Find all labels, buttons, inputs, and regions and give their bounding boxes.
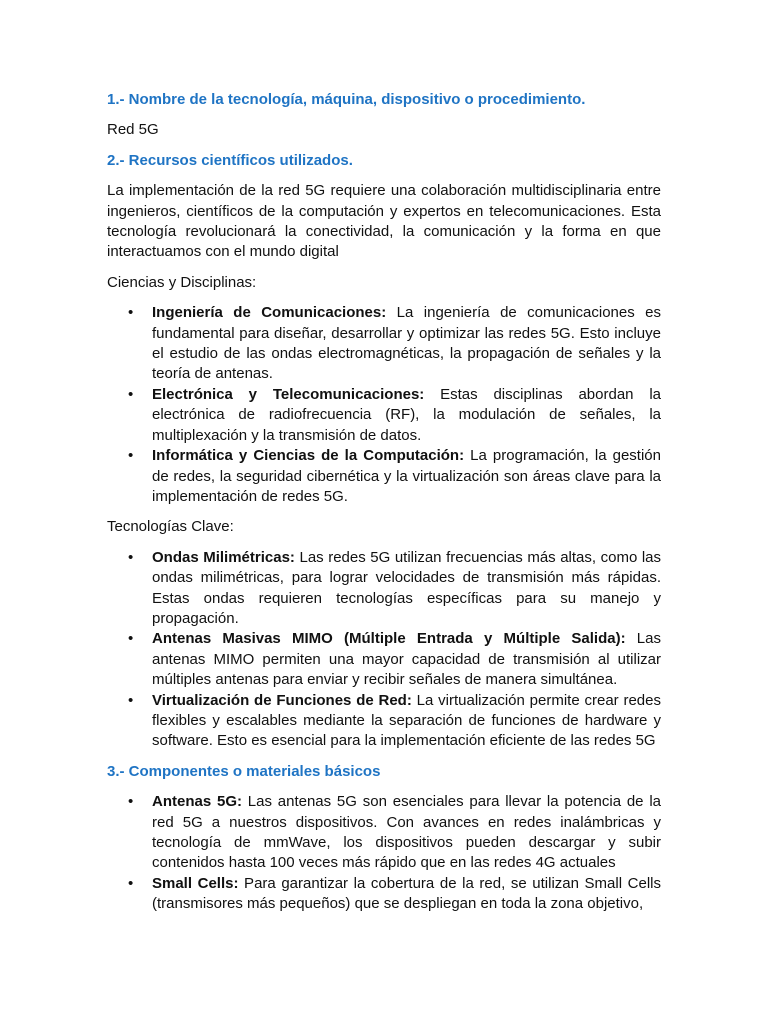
section-3-heading: 3.- Componentes o materiales básicos xyxy=(107,762,381,780)
bullet-icon: • xyxy=(128,304,134,322)
tech-list xyxy=(107,548,661,752)
section-1-answer: Red 5G xyxy=(107,121,159,139)
list-item-text: Las redes 5G utilizan frecuencias más altas, como las ondas milimétricas, para lograr velocidades de transmisión más rápidas. Estas ondas requieren tecnologías específicas para su manejo y propagación. xyxy=(152,548,662,627)
list-item-text: La virtualización permite crear redes flexibles y escalables mediante la separación de funciones de hardware y software. Esto es esencial para la implementación eficiente de las redes 5G xyxy=(152,691,661,750)
bullet-icon: • xyxy=(128,793,134,811)
list-item xyxy=(128,548,662,630)
bullet-icon: • xyxy=(128,548,134,566)
list-item-term: Ingeniería de Comunicaciones: xyxy=(152,304,387,322)
tech-label: Tecnologías Clave: xyxy=(107,518,234,536)
list-item-text: Las antenas 5G son esenciales para llevar la potencia de la red 5G a nuestros dispositivos. Con avances en redes inalámbricas y tecnología de mmWave, los dispositivos pueden descargar y subir contenidos hasta 100 veces más rápido que en las redes 4G actuales xyxy=(152,793,661,872)
bullet-icon: • xyxy=(128,691,134,709)
list-item-text: Para garantizar la cobertura de la red, se utilizan Small Cells (transmisores más pequeños) que se despliegan en toda la zona objetivo, xyxy=(152,874,661,913)
components-list xyxy=(107,792,661,914)
list-item-text: Estas disciplinas abordan la electrónica de radiofrecuencia (RF), la modulación de señales, la multiplexación y la transmisión de datos. xyxy=(152,385,662,444)
document-page xyxy=(107,89,661,925)
list-item-term: Antenas Masivas MIMO (Múltiple Entrada y Múltiple Salida): xyxy=(152,630,626,648)
list-item-term: Informática y Ciencias de la Computación: xyxy=(152,447,465,465)
list-item-text: Las antenas MIMO permiten una mayor capacidad de transmisión al utilizar múltiples antenas para enviar y recibir señales de manera simultánea. xyxy=(152,630,661,689)
list-item-term: Small Cells: xyxy=(152,874,239,892)
list-item xyxy=(128,385,662,446)
list-item xyxy=(128,792,661,874)
list-item-text: La ingeniería de comunicaciones es fundamental para diseñar, desarrollar y optimizar las redes 5G. Esto incluye el estudio de las ondas electromagnéticas, la propagación de señales y la teoría de antenas. xyxy=(152,304,661,383)
list-item xyxy=(128,691,661,752)
list-item xyxy=(128,303,661,385)
bullet-icon: • xyxy=(128,385,134,403)
section-2-heading: 2.- Recursos científicos utilizados. xyxy=(107,151,353,169)
section-2-intro: La implementación de la red 5G requiere una colaboración multidisciplinaria entre ingenieros, científicos de la computación y expertos en telecomunicaciones. Esta tecnología revolucionará la conectividad, la comunicación y la forma en que interactuamos con el mundo digital xyxy=(107,182,661,261)
bullet-icon: • xyxy=(128,447,134,465)
list-item-term: Electrónica y Telecomunicaciones: xyxy=(152,385,425,403)
list-item xyxy=(128,446,661,507)
list-item-text: La programación, la gestión de redes, la seguridad cibernética y la virtualización son áreas clave para la implementación de redes 5G. xyxy=(152,447,661,505)
list-item-term: Antenas 5G: xyxy=(152,793,242,811)
sciences-list xyxy=(107,303,661,507)
list-item xyxy=(128,874,661,915)
list-item-term: Ondas Milimétricas: xyxy=(152,548,295,566)
section-1-heading: 1.- Nombre de la tecnología, máquina, dispositivo o procedimiento. xyxy=(107,91,586,108)
list-item xyxy=(128,629,661,690)
sciences-label: Ciencias y Disciplinas: xyxy=(107,273,257,291)
bullet-icon: • xyxy=(128,630,134,648)
list-item-term: Virtualización de Funciones de Red: xyxy=(152,691,412,709)
bullet-icon: • xyxy=(128,874,134,892)
